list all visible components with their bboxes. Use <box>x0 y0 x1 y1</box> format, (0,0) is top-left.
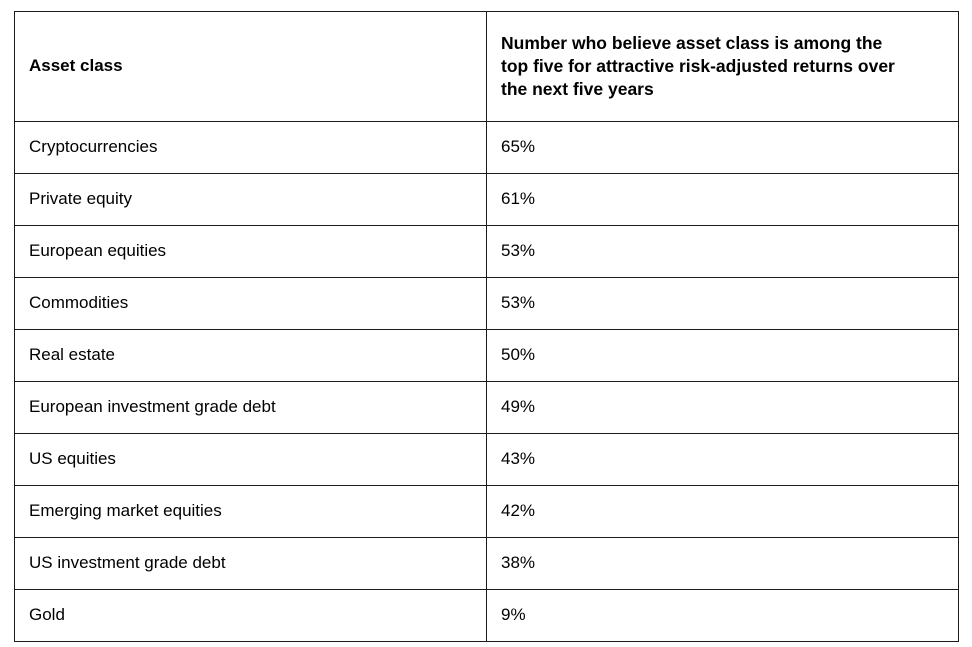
table-header <box>15 12 959 122</box>
cell-asset-class: US investment grade debt <box>15 538 487 590</box>
cell-value: 53% <box>487 278 959 330</box>
table-header-row <box>15 12 959 122</box>
table-row <box>15 330 959 382</box>
cell-asset-class: European equities <box>15 226 487 278</box>
table-row <box>15 382 959 434</box>
asset-class-table <box>14 11 959 642</box>
column-header-line-3: the next five years <box>501 79 654 100</box>
cell-value: 49% <box>487 382 959 434</box>
cell-asset-class: Cryptocurrencies <box>15 122 487 174</box>
table-row <box>15 278 959 330</box>
table-row <box>15 538 959 590</box>
cell-value: 53% <box>487 226 959 278</box>
table-row <box>15 590 959 642</box>
column-header-number-believe <box>487 12 959 122</box>
table-row <box>15 226 959 278</box>
table-body <box>15 122 959 642</box>
column-header-line-1: Number who believe asset class is among the <box>501 32 883 53</box>
cell-value: 42% <box>487 486 959 538</box>
cell-asset-class: Real estate <box>15 330 487 382</box>
cell-value: 43% <box>487 434 959 486</box>
cell-value: 61% <box>487 174 959 226</box>
table-row <box>15 486 959 538</box>
cell-value: 50% <box>487 330 959 382</box>
table-row <box>15 434 959 486</box>
cell-asset-class: Emerging market equities <box>15 486 487 538</box>
cell-asset-class: US equities <box>15 434 487 486</box>
cell-asset-class: Gold <box>15 590 487 642</box>
cell-asset-class: Private equity <box>15 174 487 226</box>
asset-class-table-container <box>14 11 958 642</box>
cell-value: 38% <box>487 538 959 590</box>
column-header-asset-class: Asset class <box>15 12 487 122</box>
column-header-line-2: top five for attractive risk-adjusted returns over <box>501 55 895 76</box>
cell-value: 9% <box>487 590 959 642</box>
cell-asset-class: Commodities <box>15 278 487 330</box>
cell-value: 65% <box>487 122 959 174</box>
table-row <box>15 122 959 174</box>
cell-asset-class: European investment grade debt <box>15 382 487 434</box>
table-row <box>15 174 959 226</box>
